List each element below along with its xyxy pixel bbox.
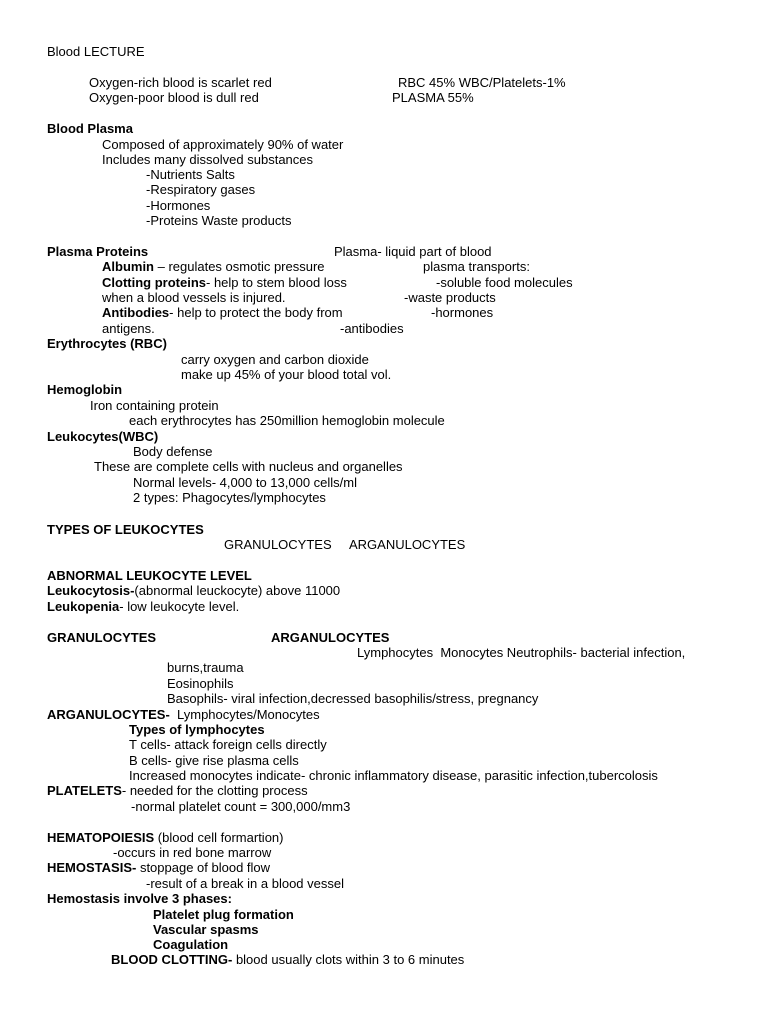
soluble-food-line: -soluble food molecules <box>436 275 573 290</box>
bcells-line: B cells- give rise plasma cells <box>129 753 299 768</box>
plasma-percent-line: PLASMA 55% <box>392 90 474 105</box>
gran-line-1: Lymphocytes Monocytes Neutrophils- bacterial infection, <box>357 645 686 660</box>
leukocytes-line-4: 2 types: Phagocytes/lymphocytes <box>133 490 326 505</box>
list-item: -Proteins Waste products <box>146 213 292 228</box>
vessels-line: when a blood vessels is injured. <box>102 290 286 305</box>
list-item: -Respiratory gases <box>146 182 256 197</box>
leukopenia-line: Leukopenia- low leukocyte level. <box>47 599 240 614</box>
list-item: -Nutrients Salts <box>146 167 235 182</box>
granulocytes-heading: GRANULOCYTES <box>47 630 157 645</box>
blood-plasma-heading: Blood Plasma <box>47 121 133 136</box>
arganulocytes-heading: ARGANULOCYTES <box>271 630 390 645</box>
clotting-proteins-line: Clotting proteins- help to stem blood loss <box>102 275 347 290</box>
erythrocytes-line-1: carry oxygen and carbon dioxide <box>181 352 369 367</box>
rbc-wbc-line: RBC 45% WBC/Platelets-1% <box>398 75 566 90</box>
marrow-line: -occurs in red bone marrow <box>113 845 272 860</box>
erythrocytes-line-2: make up 45% of your blood total vol. <box>181 367 392 382</box>
hemoglobin-line-1: Iron containing protein <box>90 398 219 413</box>
hemoglobin-line-2: each erythrocytes has 250million hemoglobin molecule <box>129 413 445 428</box>
tcells-line: T cells- attack foreign cells directly <box>129 737 327 752</box>
gran-line-4: Basophils- viral infection,decressed basophilis/stress, pregnancy <box>167 691 539 706</box>
types-heading: TYPES OF LEUKOCYTES <box>47 522 204 537</box>
leukocytes-line-1: Body defense <box>133 444 213 459</box>
albumin-line: Albumin – regulates osmotic pressure <box>102 259 325 274</box>
leukocytosis-line: Leukocytosis-(abnormal leuckocyte) above 11000 <box>47 583 341 598</box>
plasma-transports-line: plasma transports: <box>423 259 530 274</box>
plasma-dissolved-line: Includes many dissolved substances <box>102 152 314 167</box>
leukocytes-line-3: Normal levels- 4,000 to 13,000 cells/ml <box>133 475 357 490</box>
oxygen-rich-line: Oxygen-rich blood is scarlet red <box>89 75 272 90</box>
hemostasis-line: HEMOSTASIS- stoppage of blood flow <box>47 860 271 875</box>
list-item: -Hormones <box>146 198 211 213</box>
gran-line-2: burns,trauma <box>167 660 244 675</box>
hemostasis-result-line: -result of a break in a blood vessel <box>146 876 344 891</box>
plasma-liquid-line: Plasma- liquid part of blood <box>334 244 492 259</box>
hormones-line: -hormones <box>431 305 494 320</box>
abnormal-heading: ABNORMAL LEUKOCYTE LEVEL <box>47 568 252 583</box>
phase-item: Coagulation <box>153 937 229 952</box>
antibodies-item-line: -antibodies <box>340 321 404 336</box>
leukocytes-heading: Leukocytes(WBC) <box>47 429 159 444</box>
blood-clotting-line: BLOOD CLOTTING- blood usually clots within 3 to 6 minutes <box>111 952 465 967</box>
plasma-proteins-heading: Plasma Proteins <box>47 244 149 259</box>
waste-products-line: -waste products <box>404 290 496 305</box>
phase-item: Vascular spasms <box>153 922 259 937</box>
hemostasis-phases-heading: Hemostasis involve 3 phases: <box>47 891 232 906</box>
hematopoiesis-line: HEMATOPOIESIS (blood cell formartion) <box>47 830 284 845</box>
phase-item: Platelet plug formation <box>153 907 294 922</box>
types-sub-line: GRANULOCYTES ARGANULOCYTES <box>224 537 466 552</box>
document-title: Blood LECTURE <box>47 44 145 59</box>
platelet-count-line: -normal platelet count = 300,000/mm3 <box>131 799 351 814</box>
platelets-line: PLATELETS- needed for the clotting process <box>47 783 308 798</box>
gran-line-3: Eosinophils <box>167 676 234 691</box>
plasma-water-line: Composed of approximately 90% of water <box>102 137 344 152</box>
oxygen-poor-line: Oxygen-poor blood is dull red <box>89 90 259 105</box>
monocytes-line: Increased monocytes indicate- chronic inflammatory disease, parasitic infection,tubercolosis <box>129 768 658 783</box>
hemoglobin-heading: Hemoglobin <box>47 382 123 397</box>
antigens-line: antigens. <box>102 321 155 336</box>
leukocytes-line-2: These are complete cells with nucleus and organelles <box>94 459 403 474</box>
erythrocytes-heading: Erythrocytes (RBC) <box>47 336 167 351</box>
arganulocytes-line: ARGANULOCYTES- Lymphocytes/Monocytes <box>47 707 320 722</box>
antibodies-line: Antibodies- help to protect the body from <box>102 305 343 320</box>
lymphocyte-types-heading: Types of lymphocytes <box>129 722 265 737</box>
